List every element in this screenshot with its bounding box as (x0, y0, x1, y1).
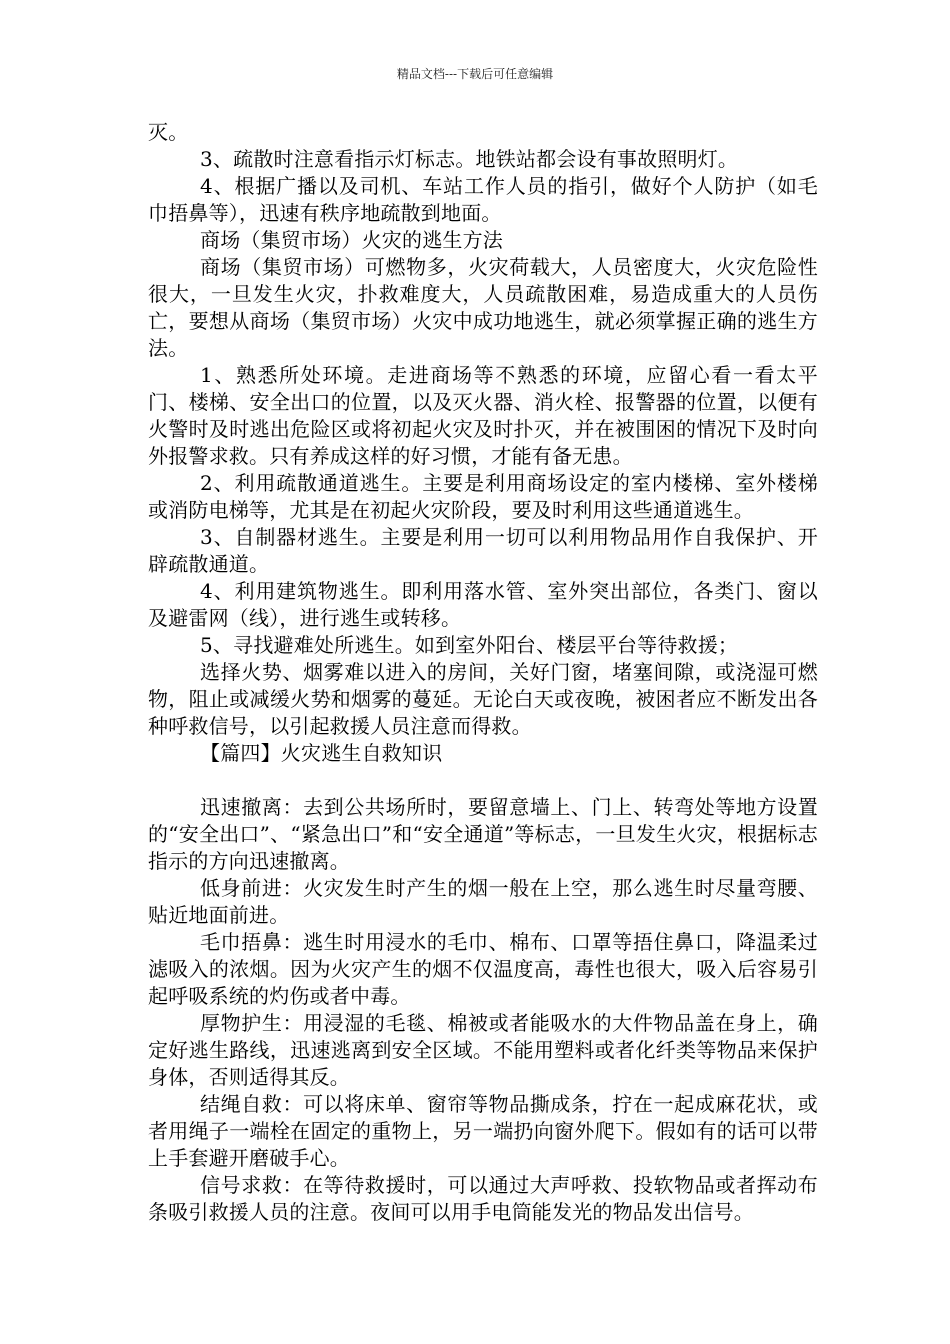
document-body (148, 119, 818, 1226)
paragraph-mall-intro: 商场（集贸市场）可燃物多，火灾荷载大，人员密度大，火灾危险性很大，一旦发生火灾，扑救难度大，人员疏散困难，易造成重大的人员伤亡，要想从商场（集贸市场）火灾中成功地逃生，就必须掌握正确的逃生方法。 (148, 255, 818, 360)
paragraph-mall-5: 5、寻找避难处所逃生。如到室外阳台、楼层平台等待救援； (200, 633, 739, 657)
paragraph-signal: 信号求救：在等待救援时，可以通过大声呼救、投软物品或者挥动布条吸引救援人员的注意。夜间可以用手电筒能发光的物品发出信号。 (148, 1173, 818, 1224)
paragraph-subway-3: 3、疏散时注意看指示灯标志。地铁站都会设有事故照明灯。 (200, 147, 739, 171)
paragraph-low-posture: 低身前进：火灾发生时产生的烟一般在上空，那么逃生时尽量弯腰、贴近地面前进。 (148, 876, 818, 927)
paragraph-mall-4: 4、利用建筑物逃生。即利用落水管、室外突出部位，各类门、窗以及避雷网（线），进行逃生或转移。 (148, 579, 818, 630)
section-heading-mall: 商场（集贸市场）火灾的逃生方法 (200, 228, 503, 252)
paragraph-rope: 结绳自救：可以将床单、窗帘等物品撕成条，拧在一起成麻花状，或者用绳子一端栓在固定的重物上，另一端扔向窗外爬下。假如有的话可以带上手套避开磨破手心。 (148, 1092, 818, 1170)
paragraph-subway-4: 4、根据广播以及司机、车站工作人员的指引，做好个人防护（如毛巾捂鼻等），迅速有秩序地疏散到地面。 (148, 174, 818, 225)
section-heading-part4: 【篇四】火灾逃生自救知识 (200, 741, 443, 765)
paragraph-continuation: 灭。 (148, 120, 189, 144)
paragraph-mall-1: 1、熟悉所处环境。走进商场等不熟悉的环境，应留心看一看太平门、楼梯、安全出口的位置，以及灭火器、消火栓、报警器的位置，以便有火警时及时逃出危险区或将初起火灾及时扑灭，并在被围困的情况下及时向外报警求救。只有养成这样的好习惯，才能有备无患。 (148, 363, 818, 468)
paragraph-mall-3: 3、自制器材逃生。主要是利用一切可以利用物品用作自我保护、开辟疏散通道。 (148, 525, 818, 576)
blank-line (148, 767, 818, 794)
paragraph-mall-2: 2、利用疏散通道逃生。主要是利用商场设定的室内楼梯、室外楼梯或消防电梯等，尤其是在初起火灾阶段，要及时利用这些通道逃生。 (148, 471, 818, 522)
paragraph-mall-refuge: 选择火势、烟雾难以进入的房间，关好门窗，堵塞间隙，或浇湿可燃物，阻止或减缓火势和烟雾的蔓延。无论白天或夜晚，被困者应不断发出各种呼救信号，以引起救援人员注意而得救。 (148, 660, 818, 738)
paragraph-towel: 毛巾捂鼻：逃生时用浸水的毛巾、棉布、口罩等捂住鼻口，降温柔过滤吸入的浓烟。因为火灾产生的烟不仅温度高，毒性也很大，吸入后容易引起呼吸系统的灼伤或者中毒。 (148, 930, 818, 1008)
paragraph-evacuate: 迅速撤离：去到公共场所时，要留意墙上、门上、转弯处等地方设置的“安全出口”、“紧急出口”和“安全通道”等标志，一旦发生火灾，根据标志指示的方向迅速撤离。 (148, 795, 818, 873)
page-header: 精品文档---下载后可任意编辑 (396, 67, 554, 81)
paragraph-cover: 厚物护生：用浸湿的毛毯、棉被或者能吸水的大件物品盖在身上，确定好逃生路线，迅速逃离到安全区域。不能用塑料或者化纤类等物品来保护身体，否则适得其反。 (148, 1011, 818, 1089)
